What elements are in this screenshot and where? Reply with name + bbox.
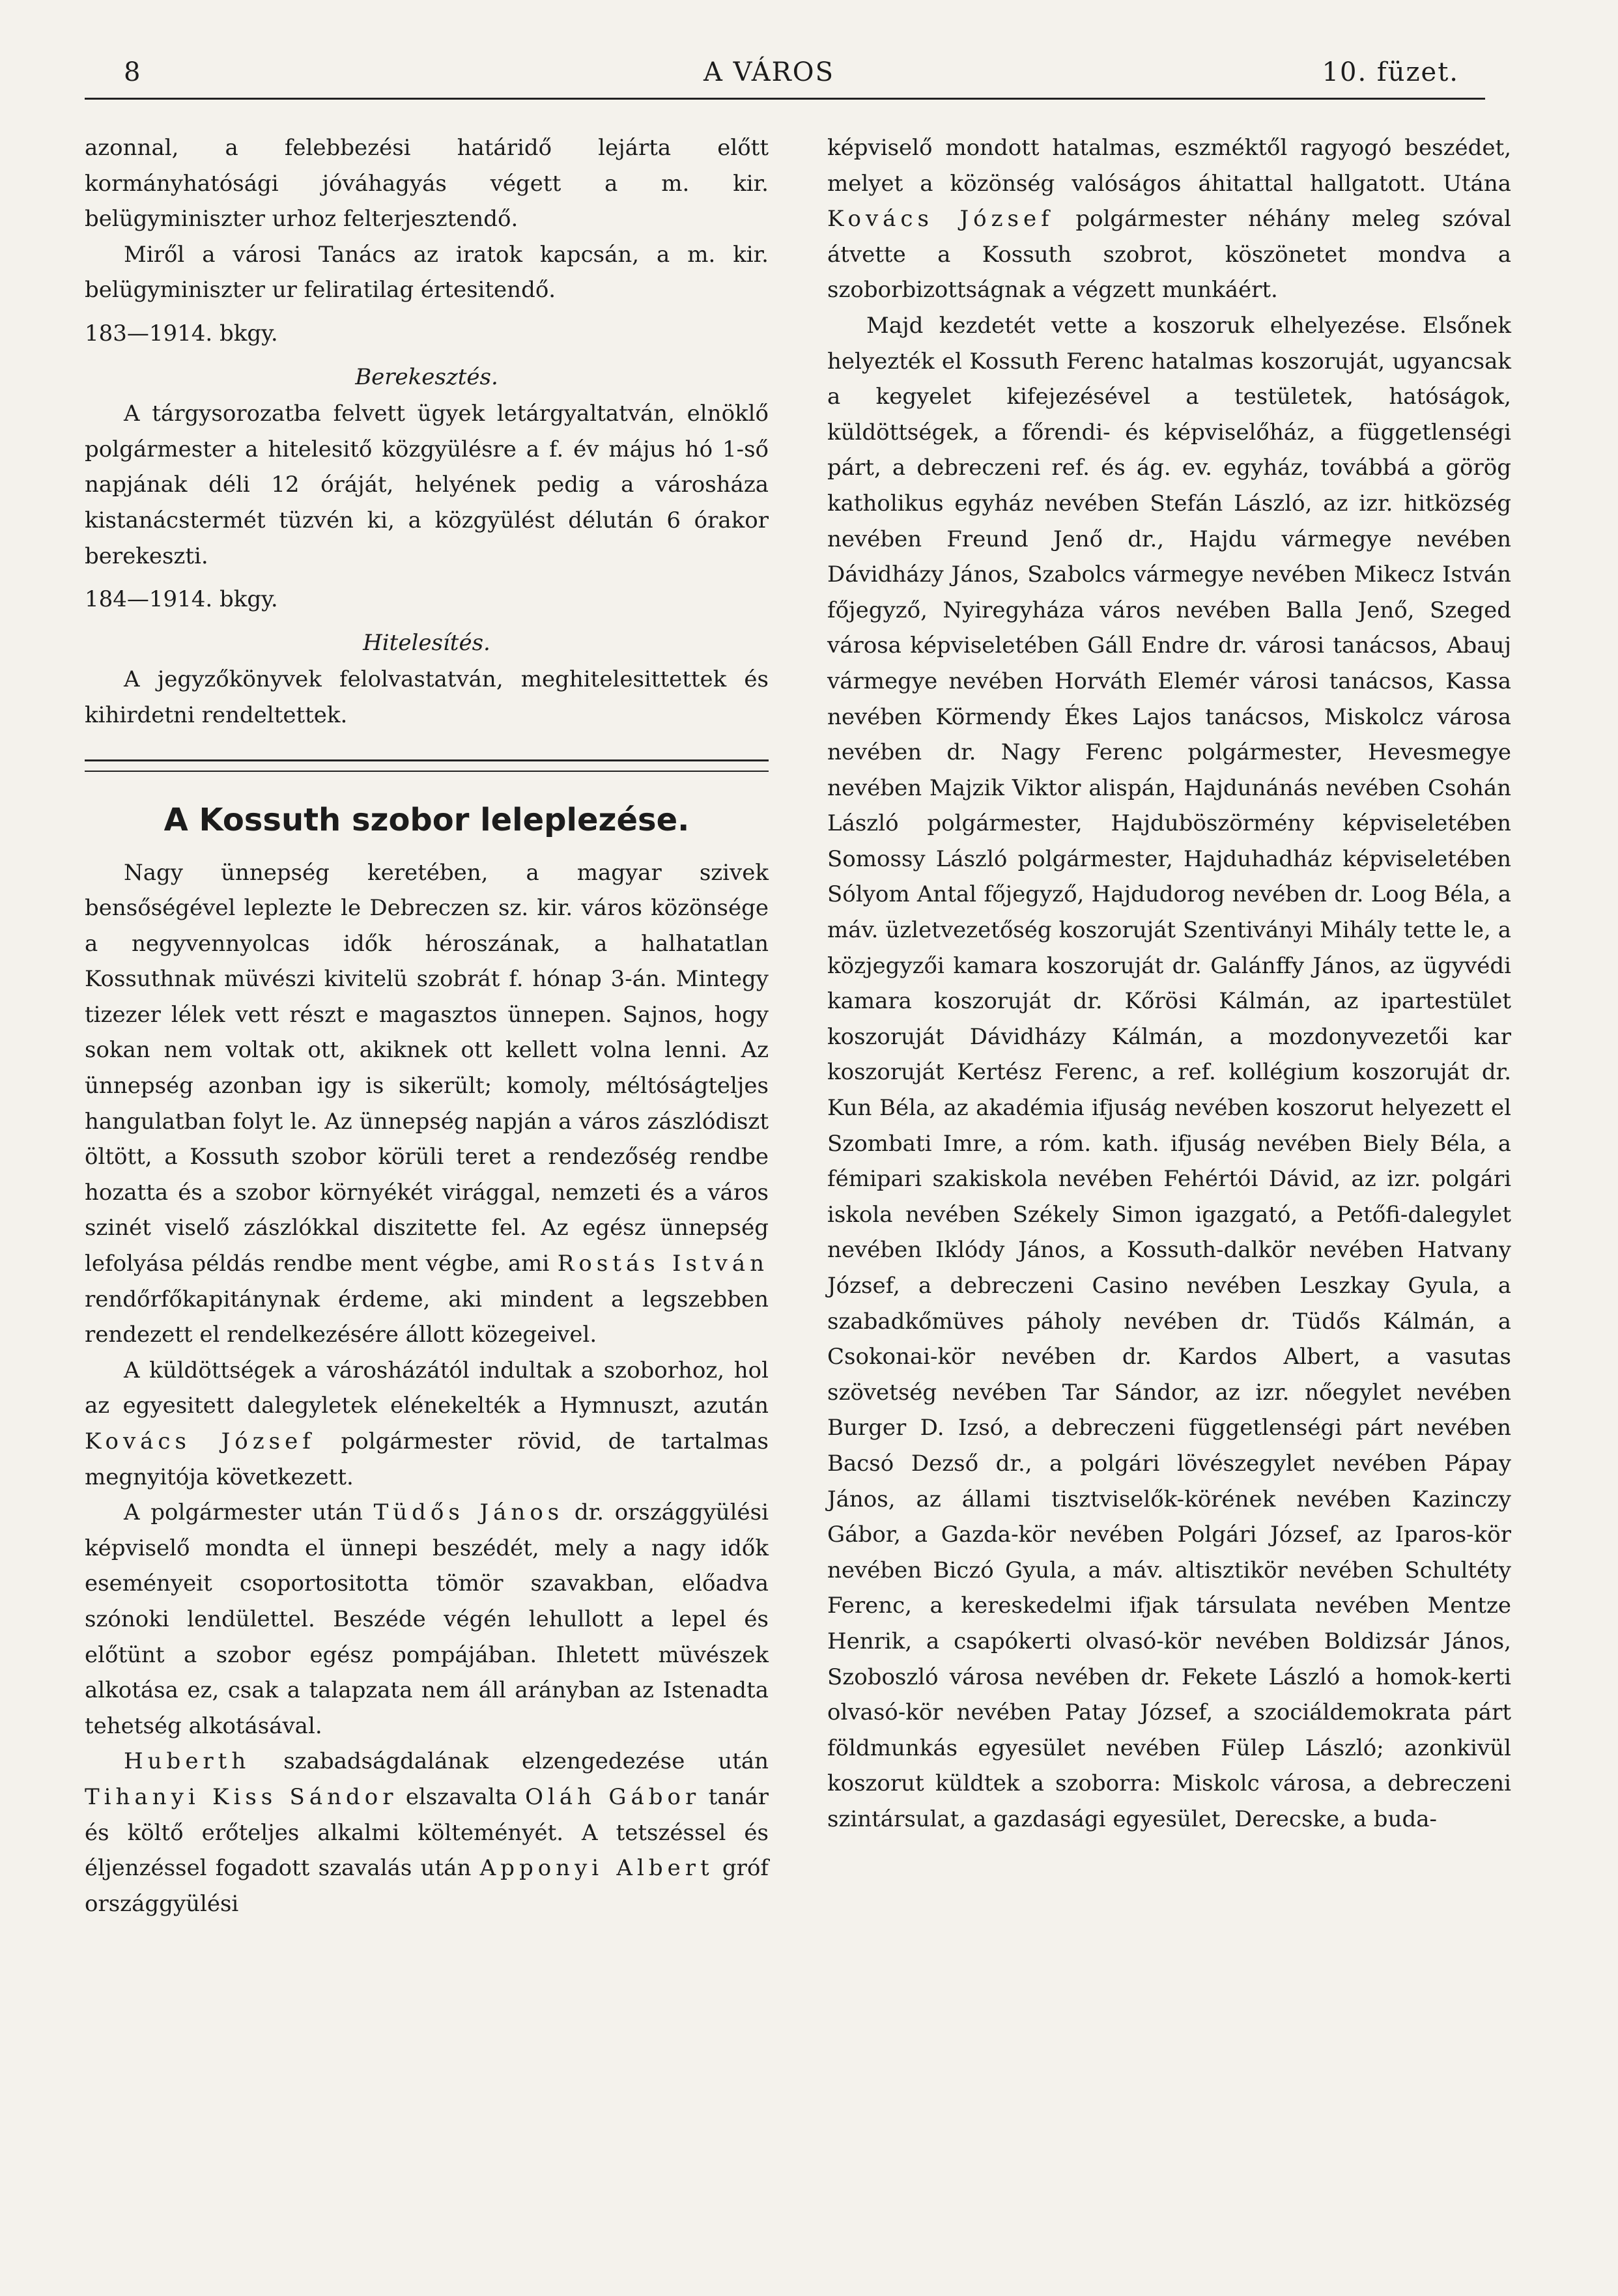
journal-title: A VÁROS — [703, 57, 834, 87]
issue-label: 10. füzet. — [1322, 57, 1459, 87]
text: tanár és költő erőteljes alkalmi költeményét. A tetszéssel és éljenzéssel fogadott szavalás után — [85, 1783, 769, 1882]
text: gróf országgyülési — [85, 1855, 769, 1917]
page-number: 8 — [124, 57, 142, 87]
person-name: Kovács József — [85, 1428, 315, 1454]
text: képviselő mondott hatalmas, eszméktől ragyogó beszédet, melyet a közönség valóságos áhitattal hallgatott. Utána — [827, 135, 1511, 197]
person-name: Oláh Gábor — [525, 1783, 701, 1810]
person-name: Tihanyi Kiss Sándor — [85, 1783, 398, 1810]
section-divider — [85, 771, 769, 772]
article-paragraph — [827, 130, 1511, 308]
person-name: Tüdős János — [373, 1499, 564, 1526]
text: polgármester rövid, de tartalmas megnyitója következett. — [85, 1428, 769, 1490]
person-name: Rostás István — [557, 1251, 769, 1277]
article-paragraph — [85, 1744, 769, 1921]
text: rendőrfőkapitánynak érdeme, aki mindent a legszebben rendezett el rendelkezésére állott közegeivel. — [85, 1286, 769, 1348]
article-paragraph: Majd kezdetét vette a koszoruk elhelyezése. Elsőnek helyezték el Kossuth Ferenc hatalmas koszoruját, ugyancsak a kegyelet kifejezésével a testületek, hatóságok, küldöttségek, a főrendi- és képviselőház, a függetlenségi párt, a debreczeni ref. és ág. ev. egyház, továbbá a görög katholikus egyház nevében Stefán László, az izr. hitközség nevében Freund Jenő dr., Hajdu vármegye nevében Dávidházy János, Szabolcs vármegye nevében Mikecz István főjegyző, Nyiregyháza város nevében Balla Jenő, Szeged városa képviseletében Gáll Endre dr. városi tanácsos, Abauj vármegye nevében Horváth Elemér városi tanácsos, Kassa nevében Körmendy Ékes Lajos tanácsos, Miskolcz városa nevében dr. Nagy Ferenc polgármester, Hevesmegye nevében Majzik Viktor alispán, Hajdunánás nevében Csohán László polgármester, Hajduböszörmény képviseletében Somossy László polgármester, Hajduhadház képviseletében Sólyom Antal főjegyző, Hajdudorog nevében dr. Loog Béla, a máv. üzletvezetőség koszoruját Szentiványi Mihály tette le, a közjegyzői kamara koszoruját dr. Galánffy János, az ügyvédi kamara koszoruját dr. Kőrösi Kálmán, az ipartestület koszoruját Dávidházy Kálmán, a mozdonyvezetői kar koszoruját Kertész Ferenc, a ref. kollégium koszoruját dr. Kun Béla, az akadémia ifjuság nevében koszorut helyezett el Szombati Imre, a róm. kath. ifjuság nevében Biely Béla, a fémipari szakiskola nevében Fehértói Dávid, az izr. polgári iskola nevében Székely Simon igazgató, a Petőfi-dalegylet nevében Iklódy János, a Kossuth-dalkör nevében Hatvany József, a debreczeni Casino nevében Leszkay Gyula, a szabadkőmüves páholy nevében dr. Tüdős Kálmán, a Csokonai-kör nevében dr. Kardos Albert, a vasutas szövetség nevében Tar Sándor, az izr. nőegylet nevében Burger D. Izsó, a debreczeni függetlenségi párt nevében Bacsó Dezső dr., a polgári lövészegylet nevében Pápay János, az állami tisztviselők-körének nevében Kazinczy Gábor, a Gazda-kör nevében Polgári József, az Iparos-kör nevében Biczó Gyula, a máv. altisztikör nevében Schultéty Ferenc, a kereskedelmi ifjak társulata nevében Mentze Henrik, a csapókerti olvasó-kör nevében Boldizsár János, Szoboszló városa nevében dr. Fekete László a homok-kerti olvasó-kör nevében Patay József, a szociáldemokrata párt földmunkás egyesület nevében Fülep László; azonkivül koszorut küldtek a szoborra: Miskolc városa, a debreczeni szintársulat, a gazdasági egyesület, Derecske, a buda- — [827, 312, 1511, 1832]
right-column — [827, 130, 1511, 1837]
text: elszavalta — [405, 1783, 517, 1810]
text: Nagy ünnepség keretében, a magyar szivek bensőségével leplezte le Debreczen sz. kir. város közönsége a negyvennyolcas idők héroszának, a halhatatlan Kossuthnak müvészi kivitelü szobrát f. hónap 3-án. Mintegy tizezer lélek vett részt e magasztos ünnepen. Sajnos, hogy sokan nem voltak ott, akiknek ott kellett volna lenni. Az ünnepség azonban igy is sikerült; komoly, méltóságteljes hangulatban folyt le. Az ünnepség napján a város zászlódiszt öltött, a Kossuth szobor körüli teret a rendezőség rendbe hozatta és a szobor környékét virággal, nemzeti és a város szinét viselő zászlókkal diszitette fel. Az egész ünnepség lefolyása példás rendbe ment végbe, ami — [85, 859, 769, 1277]
article-paragraph — [85, 855, 769, 1353]
paragraph: A tárgysorozatba felvett ügyek letárgyaltatván, elnöklő polgármester a hitelesitő közgyülésre a f. év május hó 1-ső napjának déli 12 óráját, helyének pedig a városháza kistanácstermét tüzvén ki, a közgyülést délután 6 órakor berekeszti. — [85, 401, 769, 569]
person-name: Huberth — [124, 1748, 251, 1775]
resolution-number: 184—1914. bkgy. — [85, 586, 278, 613]
text: A küldöttségek a városházától indultak a szoborhoz, hol az egyesitett dalegyletek elénekelték a Hymnuszt, azután — [85, 1357, 769, 1419]
paragraph: Miről a városi Tanács az iratok kapcsán, a m. kir. belügyminiszter ur feliratilag értesitendő. — [85, 241, 769, 304]
paragraph: azonnal, a felebbezési határidő lejárta előtt kormányhatósági jóváhagyás végett a m. kir. belügyminiszter urhoz felterjesztendő. — [85, 135, 769, 233]
person-name: Apponyi Albert — [479, 1855, 714, 1882]
resolution-number: 183—1914. bkgy. — [85, 320, 278, 347]
section-subheading: Berekesztés. — [355, 363, 498, 390]
article-title: A Kossuth szobor leleplezése. — [163, 801, 690, 838]
article-paragraph — [85, 1495, 769, 1744]
text: dr. országgyülési képviselő mondta el ünnepi beszédét, mely a nagy idők eseményeit csoportositotta tömör szavakban, előadva szónoki lendülettel. Beszéde végén lehullott a lepel és előtünt a szobor egész pompájában. Ihletett müvészek alkotása ez, csak a talapzata nem áll arányban az Istenadta tehetség alkotásával. — [85, 1499, 769, 1739]
text: polgármester néhány meleg szóval átvette a Kossuth szobrot, köszönetet mondva a szoborbizottságnak a végzett munkáért. — [827, 206, 1512, 304]
section-subheading: Hitelesítés. — [363, 629, 490, 656]
text: A polgármester után — [124, 1499, 363, 1526]
section-divider — [85, 759, 769, 761]
running-header — [85, 52, 1485, 100]
article-paragraph — [85, 1353, 769, 1495]
text: szabadságdalának elzengedezése után — [283, 1748, 769, 1775]
left-column — [85, 130, 769, 1921]
person-name: Kovács József — [827, 206, 1054, 233]
paragraph: A jegyzőkönyvek felolvastatván, meghitelesittettek és kihirdetni rendeltettek. — [85, 666, 769, 728]
